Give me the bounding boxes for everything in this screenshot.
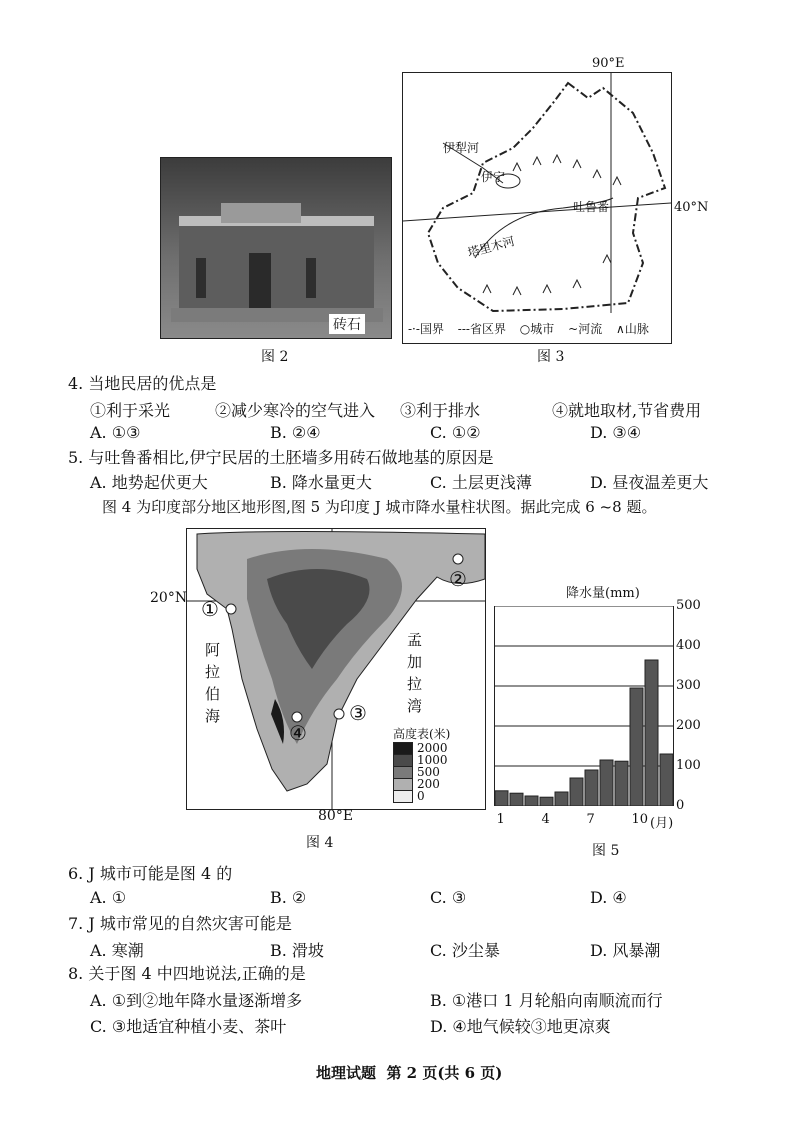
legend-border: 国界 (419, 322, 444, 336)
house-illustration (161, 158, 391, 338)
q5-option-b[interactable]: B. 降水量更大 (270, 473, 372, 492)
q5-stem: 5. 与吐鲁番相比,伊宁民居的土胚墙多用砖石做地基的原因是 (68, 448, 494, 467)
q8-option-b[interactable]: B. ①港口 1 月轮船向南顺流而行 (430, 991, 663, 1010)
q5-option-d[interactable]: D. 昼夜温差更大 (590, 473, 709, 492)
legend-title: 高度表(米) (393, 727, 451, 741)
bay-of-bengal-label (407, 629, 425, 717)
figure5-caption: 图 5 (592, 843, 620, 859)
q4-statement-3: ③利于排水 (400, 401, 481, 420)
figure3-map (402, 72, 672, 344)
sea-right-char-2: 加 (407, 653, 423, 671)
figure4-map (186, 528, 486, 810)
sea-right-char-1: 孟 (407, 631, 423, 649)
x-tick-labels (494, 812, 674, 832)
q6-option-b[interactable]: B. ② (270, 888, 307, 907)
sea-left-char-1: 阿 (205, 641, 221, 659)
turpan-label: 吐鲁番 (573, 200, 610, 214)
fig3-lon-label: 90°E (592, 56, 625, 71)
figure2-photo (160, 157, 392, 339)
legend-mountain: 山脉 (624, 322, 649, 336)
marker-4: ④ (289, 721, 307, 745)
legend-value: 2000 (417, 741, 448, 755)
q6-option-a[interactable]: A. ① (90, 888, 127, 907)
figure3-caption: 图 3 (537, 349, 565, 365)
x-tick-label: 10 (631, 812, 649, 827)
q8-stem: 8. 关于图 4 中四地说法,正确的是 (68, 964, 306, 983)
figure5-chart (494, 606, 674, 806)
precipitation-bar-chart (494, 606, 674, 806)
q4-option-c[interactable]: C. ①② (430, 423, 481, 442)
legend-row (393, 790, 450, 802)
fig3-lat-label: 40°N (674, 200, 709, 215)
y-tick-label: 500 (676, 598, 701, 613)
y-tick-label: 400 (676, 638, 701, 653)
legend-value: 200 (417, 777, 440, 791)
q5-option-c[interactable]: C. 土层更浅薄 (430, 473, 532, 492)
q4-stem: 4. 当地民居的优点是 (68, 374, 217, 393)
xinjiang-map-graphic (403, 73, 671, 343)
y-tick-label: 300 (676, 678, 701, 693)
fig4-lon-label: 80°E (318, 808, 354, 824)
chart-xlabel: (月) (650, 816, 674, 831)
q6-option-c[interactable]: C. ③ (430, 888, 467, 907)
x-tick-label: 4 (541, 812, 550, 827)
legend-value: 0 (417, 789, 425, 803)
y-tick-label: 0 (676, 798, 685, 813)
legend-province: 省区界 (469, 322, 506, 336)
q7-option-c[interactable]: C. 沙尘暴 (430, 941, 500, 960)
bar-month-12 (660, 754, 673, 806)
q8-option-a[interactable]: A. ①到②地年降水量逐渐增多 (90, 991, 303, 1010)
sea-right-char-4: 湾 (407, 697, 423, 715)
bar-month-8 (600, 760, 613, 806)
yining-label: 伊宁 (481, 170, 506, 184)
bar-month-10 (630, 688, 643, 806)
arabian-sea-label (205, 639, 223, 727)
bar-month-6 (570, 778, 583, 806)
bar-month-7 (585, 770, 598, 806)
q8-option-c[interactable]: C. ③地适宜种植小麦、茶叶 (90, 1017, 287, 1036)
q6-option-d[interactable]: D. ④ (590, 888, 627, 907)
q8-option-d[interactable]: D. ④地气候较③地更凉爽 (430, 1017, 611, 1036)
sea-left-char-3: 伯 (205, 685, 221, 703)
sea-left-char-2: 拉 (205, 663, 221, 681)
chart-ylabel: 降水量(mm) (566, 586, 640, 601)
bar-month-1 (495, 791, 508, 806)
q7-stem: 7. J 城市常见的自然灾害可能是 (68, 914, 292, 933)
bar-month-5 (555, 792, 568, 806)
x-tick-label: 1 (496, 812, 505, 827)
figure2-caption: 图 2 (261, 349, 289, 365)
marker-2: ② (449, 567, 467, 591)
elevation-legend (393, 725, 450, 802)
marker-1: ① (201, 597, 219, 621)
q7-option-b[interactable]: B. 滑坡 (270, 941, 324, 960)
y-tick-label: 200 (676, 718, 701, 733)
legend-value: 1000 (417, 753, 448, 767)
marker-3: ③ (349, 701, 367, 725)
y-tick-label: 100 (676, 758, 701, 773)
sea-left-char-4: 海 (205, 707, 221, 725)
q7-option-d[interactable]: D. 风暴潮 (590, 941, 661, 960)
q4-statement-1: ①利于采光 (90, 401, 171, 420)
fig3-legend: -·-国界 ---省区界 ○城市 ~河流 ∧山脉 (408, 322, 649, 336)
q4-option-b[interactable]: B. ②④ (270, 423, 321, 442)
legend-value: 500 (417, 765, 440, 779)
bar-month-2 (510, 793, 523, 806)
q4-statement-4: ④就地取材,节省费用 (552, 401, 702, 420)
bar-month-11 (645, 660, 658, 806)
q4-option-a[interactable]: A. ①③ (90, 423, 141, 442)
q7-option-a[interactable]: A. 寒潮 (90, 941, 144, 960)
q4-statement-2: ②减少寒冷的空气进入 (215, 401, 376, 420)
fig4-lat-label: 20°N (150, 590, 188, 606)
q4-option-d[interactable]: D. ③④ (590, 423, 642, 442)
bar-month-3 (525, 796, 538, 806)
brick-label: 砖石 (329, 314, 365, 334)
figure4-caption: 图 4 (306, 835, 334, 851)
legend-city: 城市 (530, 322, 555, 336)
page-footer: 地理试题 第 2 页(共 6 页) (316, 1064, 503, 1082)
x-tick-label: 7 (586, 812, 595, 827)
y-tick-labels (674, 598, 704, 813)
bar-month-4 (540, 797, 553, 806)
sea-right-char-3: 拉 (407, 675, 423, 693)
intro-text: 图 4 为印度部分地区地形图,图 5 为印度 J 城市降水量柱状图。据此完成 6 ~8 题。 (102, 498, 657, 516)
q5-option-a[interactable]: A. 地势起伏更大 (90, 473, 208, 492)
ili-river-label: 伊犁河 (443, 141, 480, 155)
bar-month-9 (615, 761, 628, 806)
tarim-river-label: 塔里木河 (466, 234, 517, 260)
legend-swatch (393, 790, 413, 803)
q6-stem: 6. J 城市可能是图 4 的 (68, 864, 233, 883)
legend-river: 河流 (578, 322, 603, 336)
